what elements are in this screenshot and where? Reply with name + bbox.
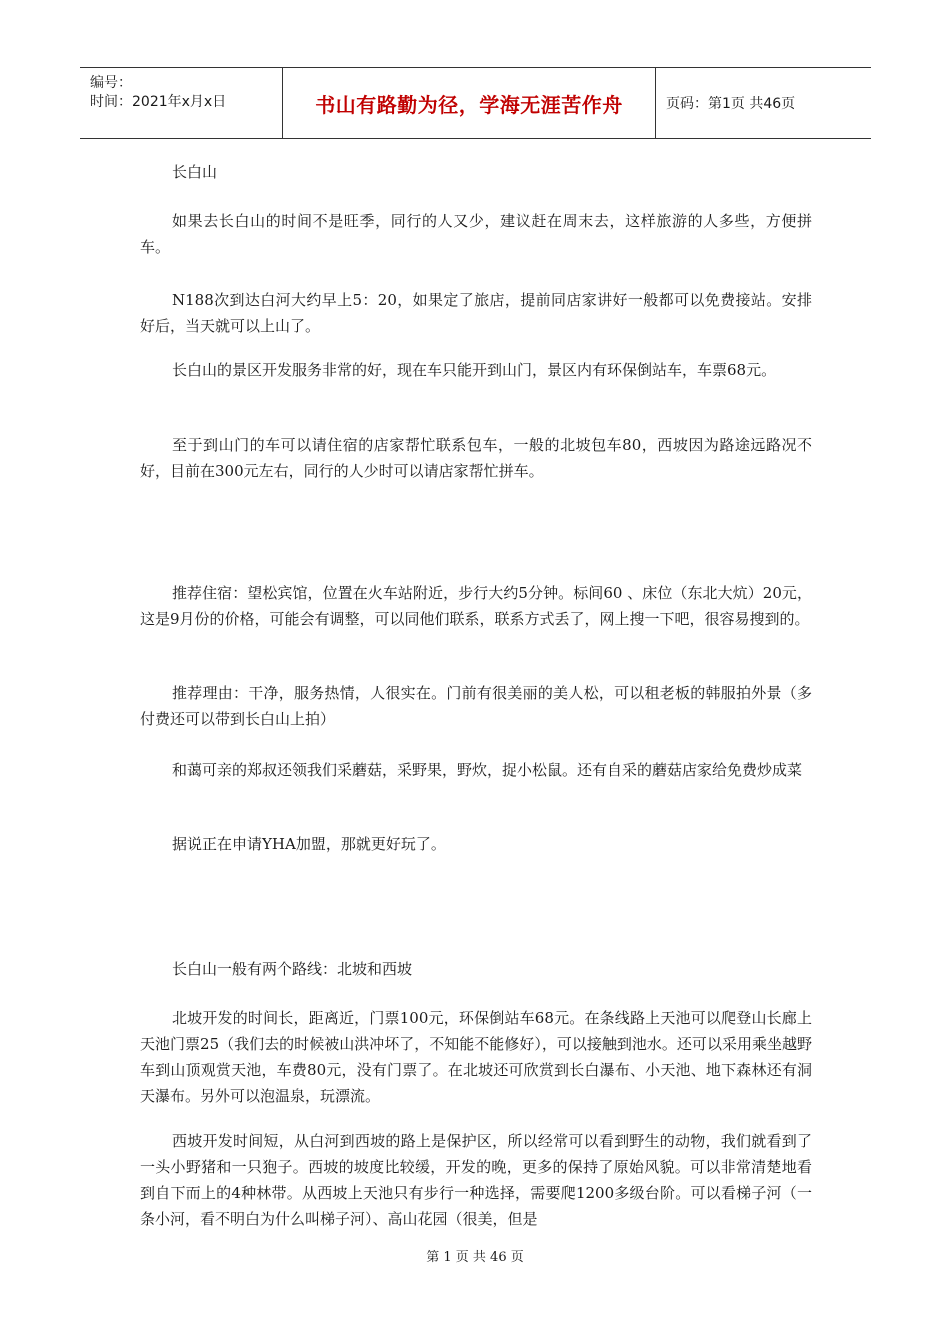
paragraph-yha: 据说正在申请YHA加盟，那就更好玩了。 <box>172 835 446 853</box>
footer-page-number: 第 1 页 共 46 页 <box>426 1250 524 1265</box>
page-footer <box>0 1246 950 1265</box>
paragraph-offseason-advice: 如果去长白山的时间不是旺季，同行的人又少，建议赶在周末去，这样旅游的人多些，方便拼车。 <box>140 212 812 256</box>
paragraph-recommended-lodging: 推荐住宿：望松宾馆，位置在火车站附近，步行大约5分钟。标间60 、床位（东北大炕）20元，这是9月份的价格，可能会有调整，可以同他们联系，联系方式丢了，网上搜一下吧，很容易搜到的。 <box>140 584 812 628</box>
paragraph-host-activities: 和蔼可亲的郑叔还领我们采蘑菇，采野果，野炊，捉小松鼠。还有自采的蘑菇店家给免费炒成菜 <box>172 761 803 779</box>
header-motto-cell <box>282 68 656 138</box>
page-info-text: 页码：第1页 共46页 <box>666 96 796 112</box>
paragraph-north-slope: 北坡开发的时间长，距离近，门票100元，环保倒站车68元。在条线路上天池可以爬登山长廊上天池门票25（我们去的时候被山洪冲坏了，不知能不能修好），可以接触到池水。还可以采用乘坐越野车到山顶观赏天池，车费80元，没有门票了。在北坡还可欣赏到长白瀑布、小天池、地下森林还有洞天瀑布。另外可以泡温泉，玩漂流。 <box>140 1009 812 1105</box>
paragraph-west-slope: 西坡开发时间短，从白河到西坡的路上是保护区，所以经常可以看到野生的动物，我们就看到了一头小野猪和一只狍子。西坡的坡度比较缓，开发的晚，更多的保持了原始风貌。可以非常清楚地看到自下而上的4种林带。从西坡上天池只有步行一种选择，需要爬1200多级台阶。可以看梯子河（一条小河，看不明白为什么叫梯子河）、高山花园（很美，但是 <box>140 1132 812 1228</box>
document-date: 时间：2021年x月x日 <box>90 94 227 110</box>
paragraph-recommend-reason: 推荐理由：干净，服务热情，人很实在。门前有很美丽的美人松，可以租老板的韩服拍外景（多付费还可以带到长白山上拍） <box>140 684 812 728</box>
header-page-info <box>656 68 871 138</box>
header-meta <box>80 68 282 138</box>
document-header <box>80 67 871 139</box>
document-number-label: 编号： <box>90 75 132 91</box>
paragraph-scenic-service: 长白山的景区开发服务非常的好，现在车只能开到山门，景区内有环保倒站车，车票68元。 <box>172 361 777 379</box>
header-motto: 书山有路勤为径，学海无涯苦作舟 <box>315 92 623 117</box>
paragraph-train-arrival: N188次到达白河大约早上5：20，如果定了旅店，提前同店家讲好一般都可以免费接站。安排好后，当天就可以上山了。 <box>140 291 812 335</box>
section-title: 长白山 <box>172 163 218 181</box>
paragraph-chartered-car: 至于到山门的车可以请住宿的店家帮忙联系包车，一般的北坡包车80，西坡因为路途远路况不好，目前在300元左右，同行的人少时可以请店家帮忙拼车。 <box>140 436 812 480</box>
paragraph-routes: 长白山一般有两个路线：北坡和西坡 <box>172 960 413 978</box>
